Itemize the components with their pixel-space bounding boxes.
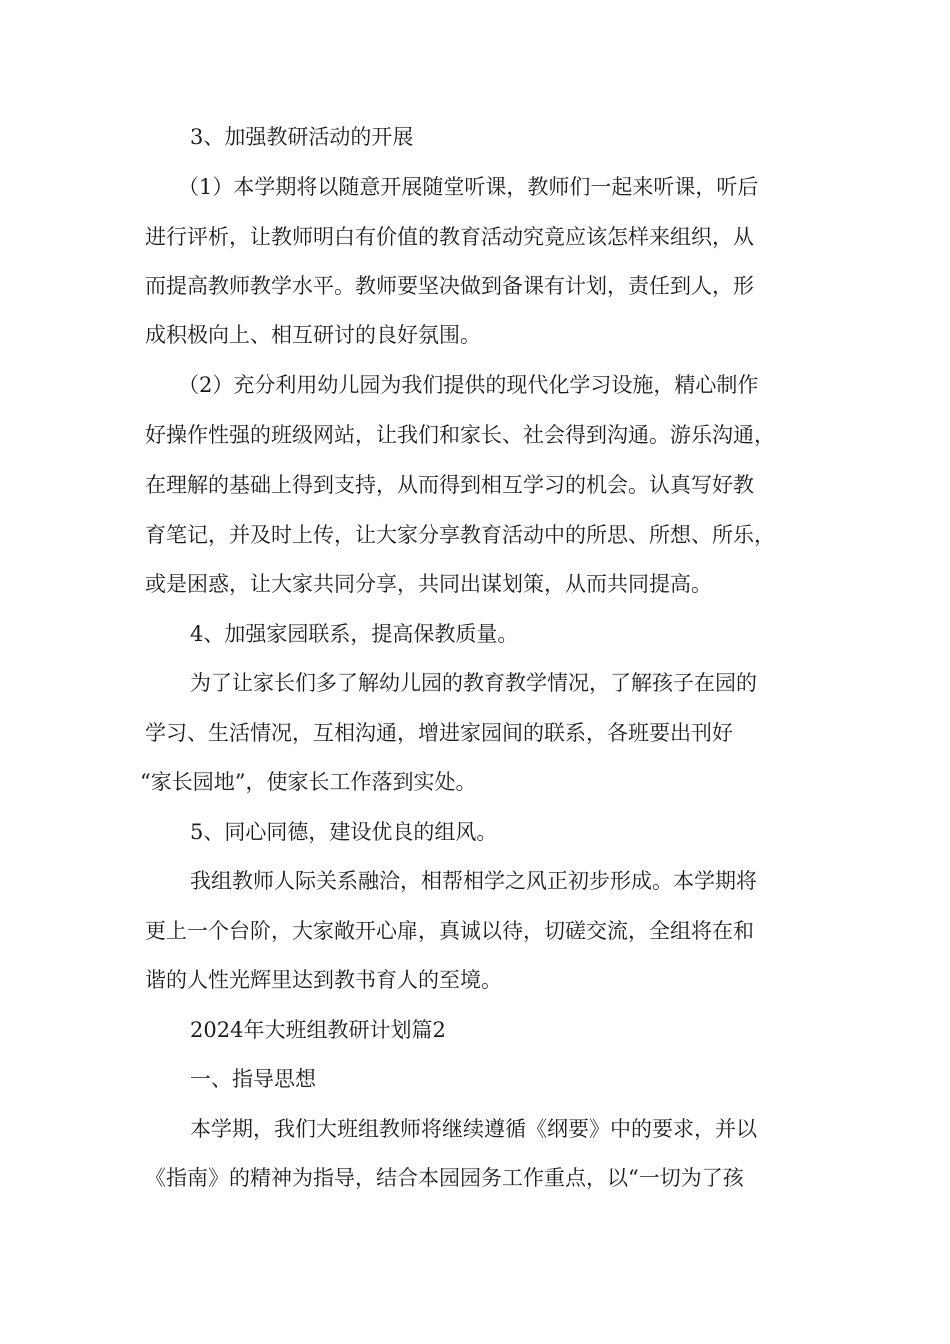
- paragraph-line: 本学期，我们大班组教师将继续遵循《纲要》中的要求，并以: [190, 1117, 757, 1141]
- section-heading: 一、指导思想: [190, 1067, 316, 1091]
- paragraph-line: 学习、生活情况，互相沟通，增进家园间的联系，各班要出刊好: [145, 721, 733, 745]
- paragraph-line: 在理解的基础上得到支持，从而得到相互学习的机会。认真写好教: [145, 473, 754, 497]
- heading-4: 4、加强家园联系，提高保教质量。: [190, 622, 519, 646]
- paragraph-line: 育笔记，并及时上传，让大家分享教育活动中的所思、所想、所乐，: [145, 523, 775, 547]
- paragraph-line: 为了让家长们多了解幼儿园的教育教学情况，了解孩子在园的: [190, 671, 757, 695]
- paragraph-line: “家长园地”，使家长工作落到实处。: [140, 770, 477, 794]
- paragraph-line: （1）本学期将以随意开展随堂听课，教师们一起来听课，听后: [178, 175, 759, 199]
- paragraph-line: 进行评析，让教师明白有价值的教育活动究竟应该怎样来组织，从: [145, 225, 754, 249]
- paragraph-line: 我组教师人际关系融洽，相帮相学之风正初步形成。本学期将: [190, 869, 757, 893]
- paragraph-line: （2）充分利用幼儿园为我们提供的现代化学习设施，精心制作: [178, 373, 759, 397]
- paragraph-line: 更上一个台阶，大家敞开心扉，真诚以待，切磋交流，全组将在和: [145, 919, 754, 943]
- paragraph-line: 成积极向上、相互研讨的良好氛围。: [145, 323, 481, 347]
- paragraph-line: 好操作性强的班级网站，让我们和家长、社会得到沟通。游乐沟通，: [145, 423, 775, 447]
- paragraph-line: 谐的人性光辉里达到教书育人的至境。: [145, 968, 502, 992]
- paragraph-line: 或是困惑，让大家共同分享，共同出谋划策，从而共同提高。: [145, 572, 712, 596]
- heading-5: 5、同心同德，建设优良的组风。: [190, 820, 498, 844]
- paragraph-line: 而提高教师教学水平。教师要坚决做到备课有计划，责任到人，形: [145, 274, 754, 298]
- heading-3: 3、加强教研活动的开展: [190, 125, 414, 149]
- section-title: 2024年大班组教研计划篇2: [190, 1018, 446, 1042]
- paragraph-line: 《指南》的精神为指导，结合本园园务工作重点，以“一切为了孩: [145, 1166, 744, 1190]
